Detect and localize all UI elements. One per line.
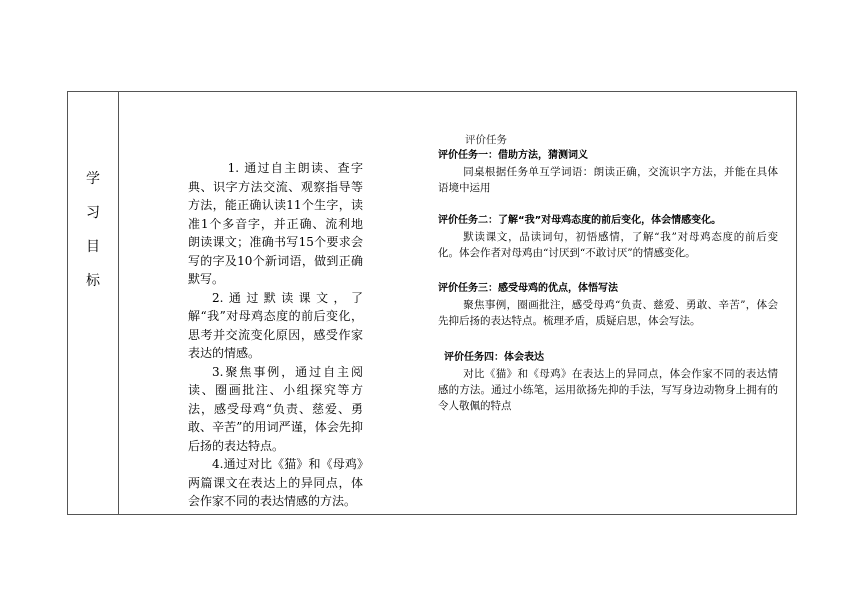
task-body: 聚焦事例，圈画批注，感受母鸡“负责、慈爱、勇敢、辛苦”，体会先抑后扬的表达特点。梳理矛盾，质疑启思，体会写法。	[438, 299, 778, 327]
evaluation-tasks	[438, 132, 778, 414]
row-label-char: 学	[86, 171, 100, 187]
row-label-char: 习	[86, 205, 100, 221]
task-body: 对比《猫》和《母鸡》在表达上的异同点，体会作家不同的表达情感的方法。通过小练笔，运用欲扬先抑的手法，写写身边动物身上拥有的令人敬佩的特点	[438, 368, 778, 412]
goal-item: 2.通过默读课文，了解“我”对母鸡态度的前后变化，思考并交流变化原因，感受作家表达的情感。	[188, 290, 363, 360]
row-label-char: 目	[86, 239, 100, 255]
task-body: 默读课文，品读词句，初悟感情，了解“我”对母鸡态度的前后变化。体会作者对母鸡由“讨厌到“不敢讨厌”的情感变化。	[438, 231, 778, 259]
goal-item: 3.聚焦事例，通过自主阅读、圈画批注、小组探究等方法，感受母鸡“负责、慈爱、勇敢、辛苦”的用词严谨，体会先抑后扬的表达特点。	[188, 364, 363, 453]
task-body: 同桌根据任务单互学词语：朗读正确，交流识字方法，并能在具体语境中运用	[438, 166, 778, 194]
task-heading: 评价任务一：借助方法，猜测词义	[438, 150, 588, 161]
evaluation-title: 评价任务	[465, 134, 507, 146]
goal-item: 4.通过对比《猫》和《母鸡》两篇课文在表达上的异同点，体会作家不同的表达情感的方法。	[188, 457, 363, 508]
lesson-table	[67, 91, 797, 515]
row-label-char: 标	[86, 273, 100, 289]
learning-goals	[188, 159, 363, 511]
column-divider	[118, 92, 119, 514]
goal-item: 1. 通过自主朗读、查字典、识字方法交流、观察指导等方法，能正确认读11个生字，读准1个多音字，并正确、流利地朗读课文；准确书写15个要求会写的字及10个新词语，做到正确默写。	[188, 161, 363, 286]
row-label-learning-goals	[68, 162, 118, 298]
task-heading: 评价任务三：感受母鸡的优点，体悟写法	[438, 283, 618, 294]
task-heading: 评价任务四：体会表达	[444, 352, 544, 363]
task-heading: 评价任务二：了解“我”对母鸡态度的前后变化，体会情感变化。	[438, 215, 722, 226]
